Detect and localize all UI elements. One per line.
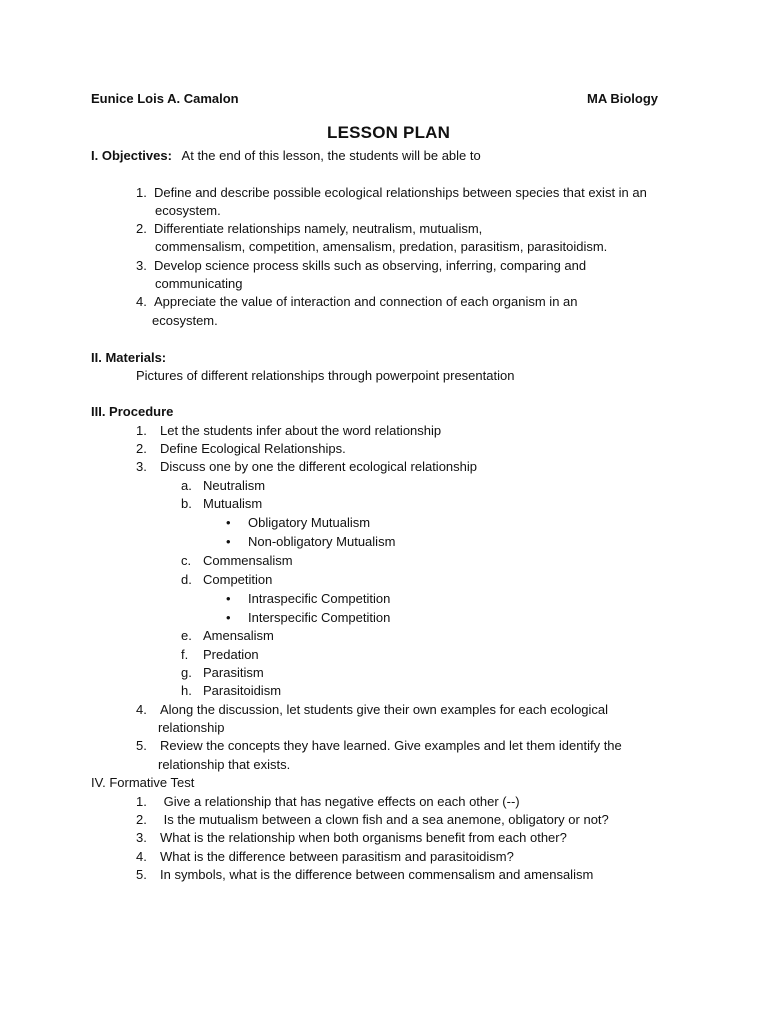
list-letter: h. [181, 683, 192, 698]
sub-item [181, 571, 272, 589]
procedure-label: III. Procedure [91, 404, 174, 419]
procedure-step [136, 440, 346, 458]
objective-item [136, 293, 578, 311]
bullet-item [226, 514, 370, 532]
sub-item-text: Neutralism [203, 478, 266, 493]
list-letter: a. [181, 478, 192, 493]
list-number: 5. [136, 738, 147, 753]
test-question: What is the relationship when both organisms benefit from each other? [160, 830, 567, 845]
objective-text-continued: ecosystem. [152, 313, 218, 328]
list-number: 5. [136, 867, 147, 882]
objective-text: Develop science process skills such as observing, inferring, comparing and [154, 258, 587, 273]
list-number: 2. [136, 221, 147, 236]
list-number: 1. [136, 423, 147, 438]
list-number: 2. [136, 441, 147, 456]
test-item [136, 793, 520, 811]
list-number: 3. [136, 830, 147, 845]
sub-item [181, 495, 262, 513]
bullet-text: Non-obligatory Mutualism [248, 534, 396, 549]
sub-item-text: Mutualism [203, 496, 263, 511]
bullet-icon: • [226, 610, 231, 625]
test-item [136, 829, 567, 847]
sub-item [181, 664, 264, 682]
list-number: 3. [136, 258, 147, 273]
objective-text: Appreciate the value of interaction and connection of each organism in an [154, 294, 578, 309]
sub-item [181, 627, 274, 645]
procedure-text: Define Ecological Relationships. [160, 441, 346, 456]
list-number: 4. [136, 294, 147, 309]
procedure-text-continued: relationship [158, 720, 225, 735]
list-number: 1. [136, 185, 147, 200]
procedure-step [136, 701, 608, 719]
list-number: 2. [136, 812, 147, 827]
sub-item-text: Parasitism [203, 665, 264, 680]
list-letter: g. [181, 665, 192, 680]
bullet-item [226, 590, 390, 608]
objective-text: Define and describe possible ecological relationships between species that exist in an [154, 185, 647, 200]
test-question: Give a relationship that has negative effects on each other (--) [160, 794, 520, 809]
list-letter: b. [181, 496, 192, 511]
sub-item [181, 552, 293, 570]
test-item [136, 866, 593, 884]
sub-item-text: Predation [203, 647, 259, 662]
test-question: What is the difference between parasitism and parasitoidism? [160, 849, 514, 864]
objectives-heading [91, 147, 481, 165]
objective-text: Differentiate relationships namely, neutralism, mutualism, [154, 221, 483, 236]
test-question: Is the mutualism between a clown fish and a sea anemone, obligatory or not? [160, 812, 609, 827]
bullet-item [226, 533, 395, 551]
objectives-label: I. Objectives: [91, 148, 172, 163]
procedure-text: Along the discussion, let students give their own examples for each ecological [160, 702, 609, 717]
bullet-icon: • [226, 591, 231, 606]
procedure-step [136, 737, 622, 755]
procedure-text: Discuss one by one the different ecological relationship [160, 459, 478, 474]
program-name: MA Biology [587, 91, 659, 106]
sub-item [181, 682, 281, 700]
objective-item [136, 257, 586, 275]
sub-item [181, 477, 265, 495]
formative-test-label: IV. Formative Test [91, 775, 195, 790]
list-number: 1. [136, 794, 147, 809]
procedure-text: Let the students infer about the word relationship [160, 423, 442, 438]
sub-item-text: Amensalism [203, 628, 274, 643]
objective-text-continued: ecosystem. [155, 203, 221, 218]
test-question: In symbols, what is the difference between commensalism and amensalism [160, 867, 594, 882]
objective-text-continued: communicating [155, 276, 243, 291]
sub-item-text: Commensalism [203, 553, 293, 568]
procedure-step [136, 422, 441, 440]
sub-item-text: Parasitoidism [203, 683, 282, 698]
materials-label: II. Materials: [91, 350, 167, 365]
list-letter: c. [181, 553, 192, 568]
procedure-step [136, 458, 477, 476]
procedure-text: Review the concepts they have learned. Give examples and let them identify the [160, 738, 622, 753]
objectives-intro: At the end of this lesson, the students will be able to [181, 148, 481, 163]
bullet-item [226, 609, 390, 627]
list-number: 3. [136, 459, 147, 474]
bullet-text: Interspecific Competition [248, 610, 391, 625]
page-title: LESSON PLAN [327, 123, 451, 142]
bullet-text: Intraspecific Competition [248, 591, 391, 606]
sub-item [181, 646, 259, 664]
test-item [136, 811, 609, 829]
list-letter: e. [181, 628, 192, 643]
test-item [136, 848, 514, 866]
author-name: Eunice Lois A. Camalon [91, 91, 239, 106]
bullet-icon: • [226, 515, 231, 530]
objective-item [136, 220, 482, 238]
list-number: 4. [136, 849, 147, 864]
procedure-text-continued: relationship that exists. [158, 757, 291, 772]
objective-item [136, 184, 647, 202]
objective-text-continued: commensalism, competition, amensalism, predation, parasitism, parasitoidism. [155, 239, 608, 254]
list-letter: f. [181, 647, 189, 662]
bullet-icon: • [226, 534, 231, 549]
list-letter: d. [181, 572, 192, 587]
materials-text: Pictures of different relationships through powerpoint presentation [136, 368, 515, 383]
bullet-text: Obligatory Mutualism [248, 515, 371, 530]
sub-item-text: Competition [203, 572, 273, 587]
list-number: 4. [136, 702, 147, 717]
